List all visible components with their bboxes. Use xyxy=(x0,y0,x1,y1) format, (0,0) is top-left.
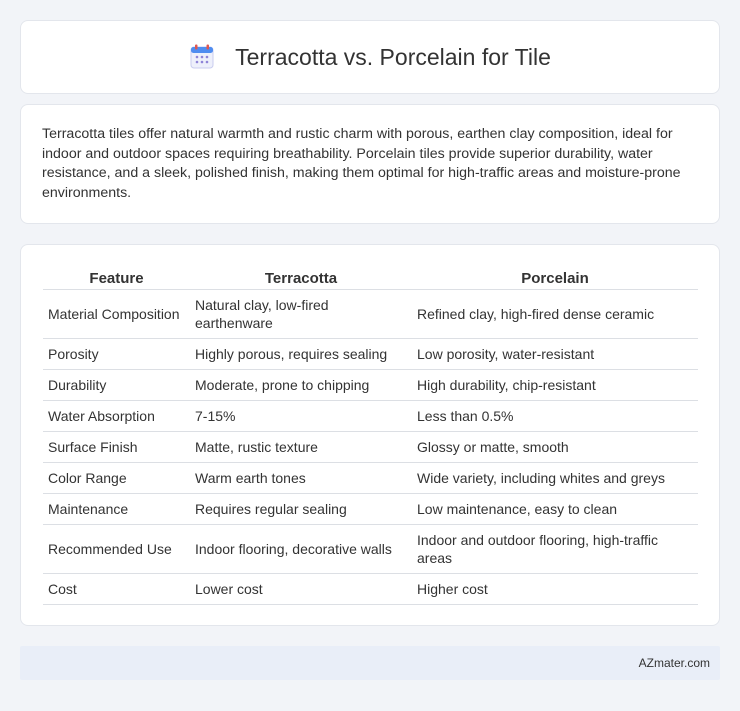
feature-cell: Material Composition xyxy=(43,289,190,338)
table-row xyxy=(43,400,698,431)
calendar-icon xyxy=(189,44,215,70)
footer xyxy=(20,646,720,680)
terracotta-cell: 7-15% xyxy=(190,400,412,431)
footer-brand: AZmater.com xyxy=(638,656,710,670)
table-row xyxy=(43,431,698,462)
terracotta-cell: Warm earth tones xyxy=(190,462,412,493)
terracotta-cell: Indoor flooring, decorative walls xyxy=(190,524,412,573)
header-porcelain: Porcelain xyxy=(412,263,698,289)
terracotta-cell: Requires regular sealing xyxy=(190,493,412,524)
title-card xyxy=(20,20,720,94)
feature-cell: Porosity xyxy=(43,338,190,369)
page-title: Terracotta vs. Porcelain for Tile xyxy=(235,43,551,70)
porcelain-cell: Glossy or matte, smooth xyxy=(412,431,698,462)
header-feature: Feature xyxy=(43,263,190,289)
table-header-row xyxy=(43,263,698,289)
table-row xyxy=(43,369,698,400)
comparison-table xyxy=(43,263,698,605)
porcelain-cell: Low porosity, water-resistant xyxy=(412,338,698,369)
feature-cell: Durability xyxy=(43,369,190,400)
terracotta-cell: Moderate, prone to chipping xyxy=(190,369,412,400)
porcelain-cell: Wide variety, including whites and greys xyxy=(412,462,698,493)
terracotta-cell: Matte, rustic texture xyxy=(190,431,412,462)
porcelain-cell: High durability, chip-resistant xyxy=(412,369,698,400)
porcelain-cell: Refined clay, high-fired dense ceramic xyxy=(412,289,698,338)
comparison-table-card xyxy=(20,244,720,626)
porcelain-cell: Less than 0.5% xyxy=(412,400,698,431)
porcelain-cell: Indoor and outdoor flooring, high-traffic areas xyxy=(412,524,698,573)
terracotta-cell: Highly porous, requires sealing xyxy=(190,338,412,369)
summary-card xyxy=(20,104,720,224)
summary-text: Terracotta tiles offer natural warmth and rustic charm with porous, earthen clay composition, ideal for indoor and outdoor spaces requiring breathability. Porcelain tiles provide superior durability, water resistance, and a sleek, polished finish, making them optimal for high-traffic areas and moisture-prone environments. xyxy=(42,126,681,201)
feature-cell: Surface Finish xyxy=(43,431,190,462)
porcelain-cell: Low maintenance, easy to clean xyxy=(412,493,698,524)
feature-cell: Color Range xyxy=(43,462,190,493)
table-row xyxy=(43,289,698,338)
porcelain-cell: Higher cost xyxy=(412,573,698,604)
feature-cell: Recommended Use xyxy=(43,524,190,573)
feature-cell: Water Absorption xyxy=(43,400,190,431)
table-row xyxy=(43,573,698,604)
feature-cell: Maintenance xyxy=(43,493,190,524)
table-row xyxy=(43,493,698,524)
table-row xyxy=(43,524,698,573)
table-row xyxy=(43,338,698,369)
table-row xyxy=(43,462,698,493)
header-terracotta: Terracotta xyxy=(190,263,412,289)
feature-cell: Cost xyxy=(43,573,190,604)
terracotta-cell: Natural clay, low-fired earthenware xyxy=(190,289,412,338)
terracotta-cell: Lower cost xyxy=(190,573,412,604)
